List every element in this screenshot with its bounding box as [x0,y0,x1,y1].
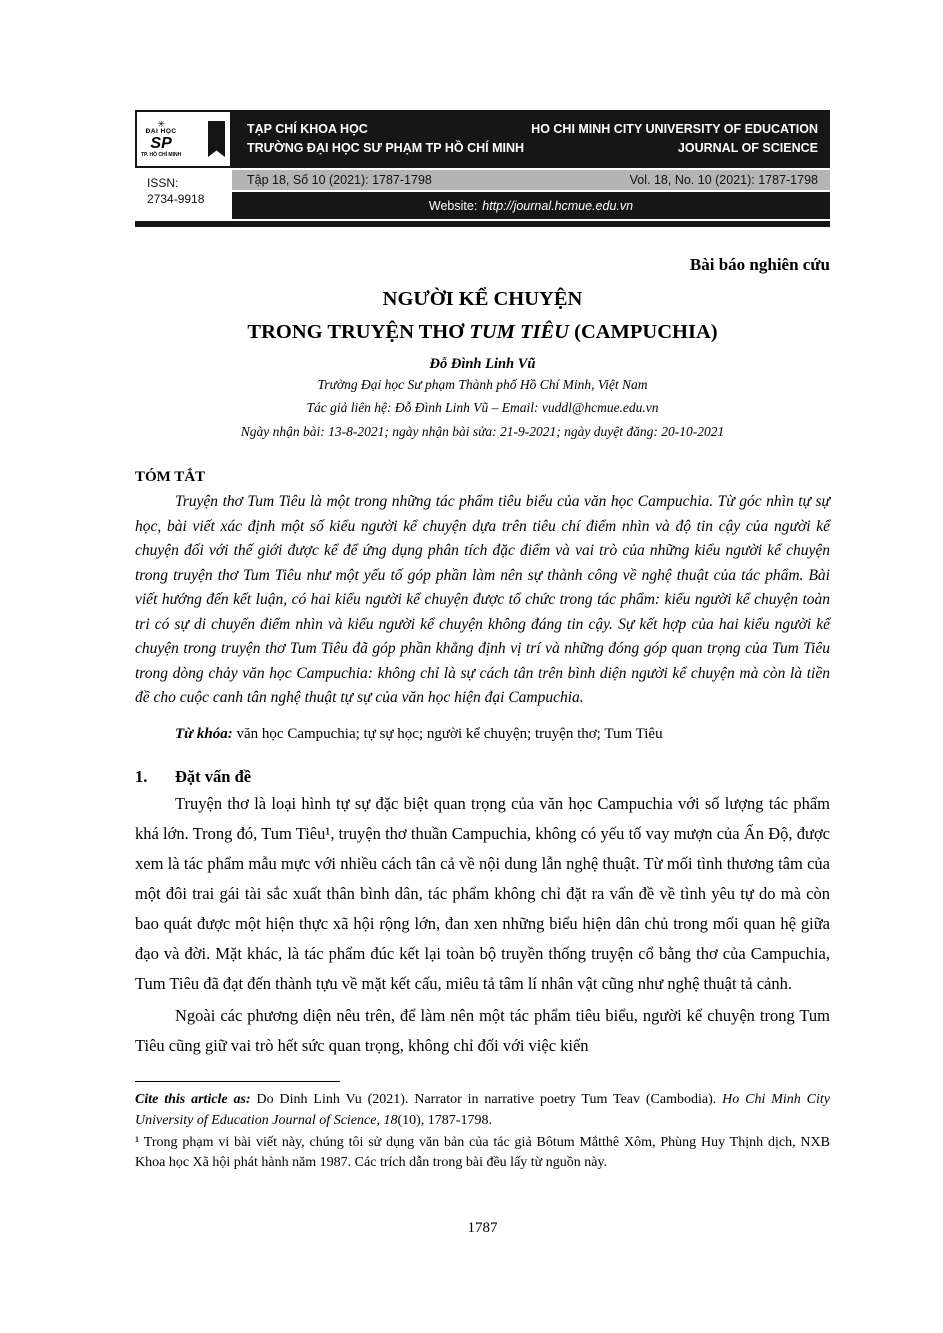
logo-gear-icon: ✳ [157,119,165,130]
header-right-column [232,110,830,219]
website-band [232,192,830,219]
university-logo [135,110,232,168]
journal-en-line1: HO CHI MINH CITY UNIVERSITY OF EDUCATION [531,121,818,136]
section-1-paragraph-2: Ngoài các phương diện nêu trên, để làm nên một tác phẩm tiêu biểu, người kể chuyện trong Tum Tiêu cũng giữ vai trò hết sức quan trọng, không chỉ đối với việc kiến [135,1006,830,1056]
issn-block [135,168,232,207]
issn-value: 2734-9918 [147,191,205,206]
citation-label: Cite this article as: [135,1092,251,1108]
keywords-list: văn học Campuchia; tự sự học; người kể chuyện; truyện thơ; Tum Tiêu [232,726,663,743]
article-title [135,283,830,349]
title-line2-post: (CAMPUCHIA) [569,320,718,343]
article-title-line2 [135,316,830,349]
website-url-link[interactable]: http://journal.hcmue.edu.vn [482,198,634,213]
journal-title-vi [247,120,524,159]
citation-text: Do Dinh Linh Vu (2021). Narrator in narrative poetry Tum Teav (Cambodia). [250,1092,723,1108]
citation-tail: (10), 1787-1798. [397,1112,492,1128]
citation-note [135,1090,830,1131]
journal-vi-line2: TRƯỜNG ĐẠI HỌC SƯ PHẠM TP HỒ CHÍ MINH [247,141,525,155]
journal-en-line2: JOURNAL OF SCIENCE [677,141,818,155]
section-1-title: Đặt vấn đề [175,767,252,787]
logo-bottom-text: TP. HỒ CHÍ MINH [141,151,182,158]
footnote-1: ¹ Trong phạm vi bài viết này, chúng tôi sử dụng văn bản của tác giả Bôtum Mắtthê Xôm, Phùng Huy Thịnh dịch, NXB Khoa học Xã hội phát hành năm 1987. Các trích dẫn trong bài đều lấy từ nguồn này. [135,1135,830,1171]
issn-label: ISSN: [147,176,179,190]
page-number: 1787 [467,1219,498,1236]
article-type-label: Bài báo nghiên cứu [689,255,830,274]
footnote-block [135,1081,830,1173]
footnote-separator [135,1081,340,1082]
issue-band [232,168,830,192]
citation-journal: Ho Chi Minh City University of Education Journal of Science, 18 [135,1092,831,1128]
logo-book-icon [208,121,225,157]
header-left-column [135,110,232,219]
keywords-line [135,726,830,743]
issue-info-en: Vol. 18, No. 10 (2021): 1787-1798 [629,173,818,187]
title-line2-pre: TRONG TRUYỆN THƠ [247,320,470,343]
section-1-number: 1. [135,767,148,787]
journal-title-en [531,120,818,159]
logo-top-text: ĐẠI HỌC [145,128,177,136]
title-line2-work-name: TUM TIÊU [469,320,569,343]
section-1-heading [135,767,830,787]
abstract-text: Truyện thơ Tum Tiêu là một trong những tác phẩm tiêu biểu của văn học Campuchia. Từ góc nhìn tự sự học, bài viết xác định một số kiểu người kể chuyện dựa trên tiêu chí điểm nhìn và độ tin cậy của người kể chuyện đối với thế giới được kể để ứng dụng phân tích đặc điểm và vai trò của những kiểu người kể chuyện trong truyện thơ Tum Tiêu như một yếu tố góp phần làm nên sự thành công về nghệ thuật của tác phẩm. Bài viết hướng đến kết luận, có hai kiểu người kể chuyện được tổ chức trong tác phẩm: kiểu người kể chuyện toàn tri có sự di chuyển điểm nhìn và kiểu người kể chuyện không đáng tin cậy. Sự kết hợp của hai kiểu người kể chuyện trong truyện thơ Tum Tiêu đã góp phần khẳng định vị trí và những đóng góp quan trọng của Tum Tiêu trong dòng chảy văn học Campuchia: không chỉ là sự cách tân trên bình diện người kể chuyện mà còn là tiền đề cho cuộc canh tân nghệ thuật tự sự của văn học hiện đại Campuchia. [135,493,830,707]
journal-title-band [232,110,830,168]
issue-info-vi: Tập 18, Số 10 (2021): 1787-1798 [247,173,432,187]
author-affiliation: Trường Đại học Sư phạm Thành phố Hồ Chí Minh, Việt Nam [317,376,648,392]
university-logo-text [141,120,181,158]
article-title-line1: NGƯỜI KỂ CHUYỆN [382,288,583,310]
dates-line: Ngày nhận bài: 13-8-2021; ngày nhận bài sửa: 21-9-2021; ngày duyệt đăng: 20-10-2021 [240,423,725,439]
abstract-heading: TÓM TẮT [135,469,206,486]
journal-vi-line1: TẠP CHÍ KHOA HỌC [247,121,368,136]
section-1-paragraph-1: Truyện thơ là loại hình tự sự đặc biệt quan trọng của văn học Campuchia với số lượng tác phẩm khá lớn. Trong đó, Tum Tiêu¹, truyện thơ thuần Campuchia, không có yếu tố vay mượn của Ấn Độ, được xem là tác phẩm mẫu mực với nhiều cách tân cả về nội dung lẫn nghệ thuật. Từ mối tình thương tâm của một đôi trai gái tài sắc xuất thân bình dân, tác phẩm không chỉ đặt ra vấn đề về tình yêu tự do mà còn bao quát được một hiện thực xã hội rộng lớn, đan xen những biểu hiện dân chủ trong mối quan hệ giữa đạo và đời. Mặt khác, là tác phẩm đúc kết lại toàn bộ truyền thống truyện cổ bằng thơ của Campuchia, Tum Tiêu đã đạt đến thành tựu về mặt kết cấu, miêu tả tâm lí nhân vật cũng như nghệ thuật tả cảnh. [135,794,830,994]
logo-sp-text: SP [150,134,172,152]
correspondence-line: Tác giả liên hệ: Đỗ Đình Linh Vũ – Email: vuddl@hcmue.edu.vn [306,400,659,416]
keywords-label: Từ khóa: [175,726,233,743]
header-bottom-rule [135,221,830,227]
journal-header [135,110,830,219]
author-name: Đỗ Đình Linh Vũ [429,355,536,372]
website-label: Website: [428,198,478,213]
